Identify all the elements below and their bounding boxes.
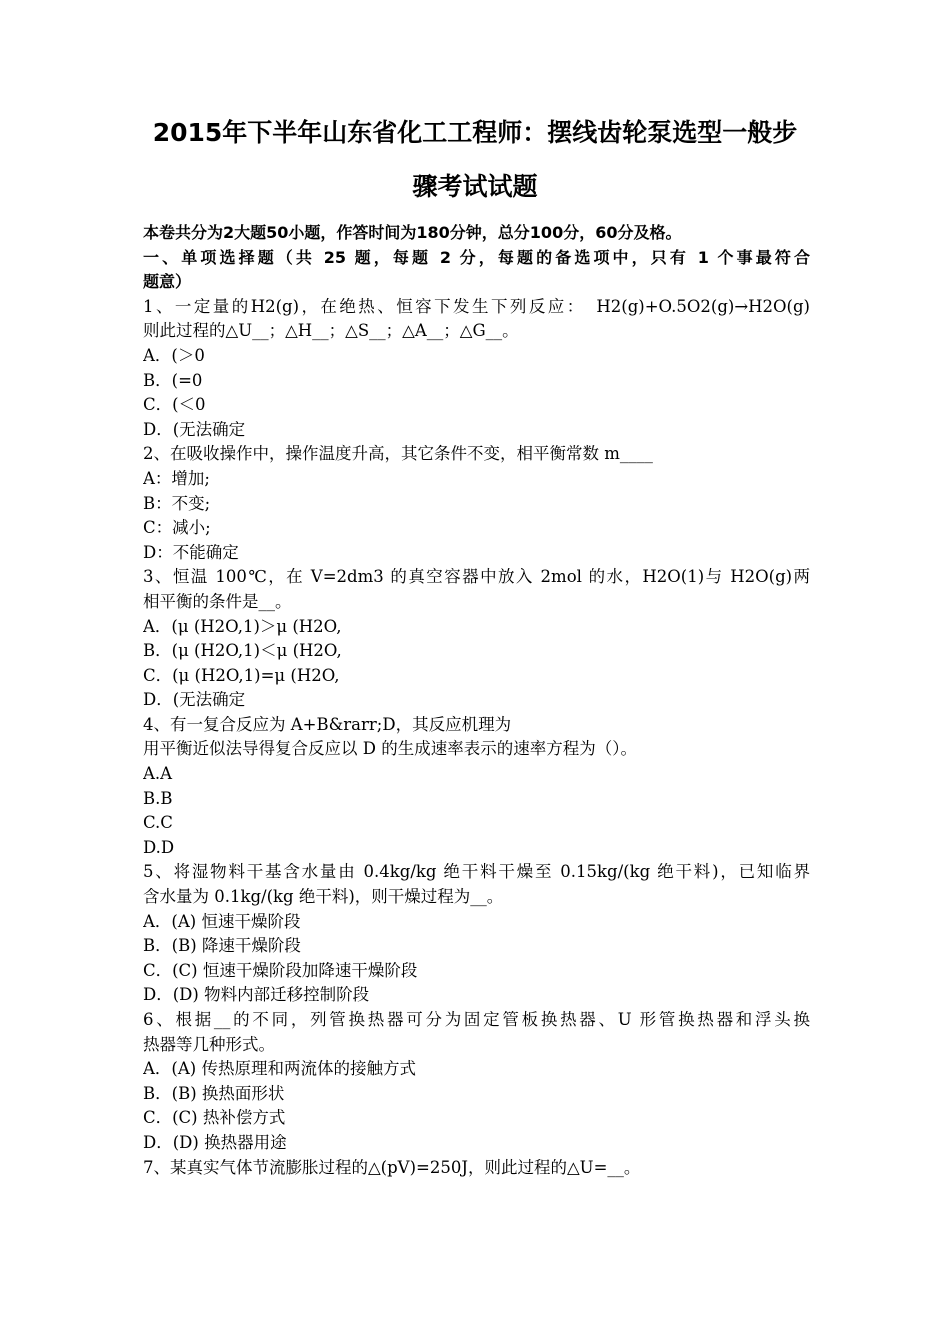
text-line: A．(μ (H2O,1)＞μ (H2O, [143,616,342,636]
text-line: B．(B) 换热面形状 [143,1083,285,1103]
text-line: D.D [143,837,175,857]
title-line-1: 2015年下半年山东省化工工程师：摆线齿轮泵选型一般步 [152,118,798,147]
text-line: C：减小; [143,518,211,538]
text-line: C．(C) 恒速干燥阶段加降速干燥阶段 [143,960,418,980]
text-line: A．(A) 传热原理和两流体的接触方式 [143,1059,416,1079]
text-line: 6、根据__的不同，列管换热器可分为固定管板换热器、U 形管换热器和浮头换 [143,1010,810,1029]
text-line: A：增加; [143,468,210,488]
document-body [143,221,810,1180]
text-line: B．(=0 [143,370,203,390]
text-line: C．(μ (H2O,1)=μ (H2O, [143,665,340,685]
text-line: 热器等几种形式。 [143,1034,275,1054]
text-line: 则此过程的△U__；△H__；△S__；△A__；△G__。 [143,321,519,341]
text-line: A．(A) 恒速干燥阶段 [143,911,301,931]
title-line-2: 骤考试试题 [412,172,538,201]
text-line: 3、恒温 100℃，在 V=2dm3 的真空容器中放入 2mol 的水，H2O(1)与 H2O(g)两 [143,567,810,587]
text-line: 相平衡的条件是__。 [143,591,292,611]
text-line: D．(D) 物料内部迁移控制阶段 [143,985,370,1005]
text-line: 7、某真实气体节流膨胀过程的△(pV)=250J，则此过程的△U=__。 [143,1157,641,1177]
text-line: B：不变; [143,493,211,513]
text-line: 2、在吸收操作中，操作温度升高，其它条件不变，相平衡常数 m____ [143,444,653,464]
text-line: C．(＜0 [143,395,206,415]
text-line: B.B [143,788,173,808]
text-line: 本卷共分为2大题50小题，作答时间为180分钟，总分100分，60分及格。 [143,223,682,242]
text-line: D．(D) 换热器用途 [143,1132,287,1152]
text-line: A.A [143,764,173,784]
text-line: 题意） [143,272,192,292]
text-line: B．(B) 降速干燥阶段 [143,936,301,956]
text-line: D．(无法确定 [143,419,246,439]
text-line: A．(＞0 [143,345,205,365]
text-line: 用平衡近似法导得复合反应以 D 的生成速率表示的速率方程为（）。 [143,739,637,759]
text-line: 1、一定量的H2(g)，在绝热、恒容下发生下列反应： H2(g)+O.5O2(g)→H2O(g) [143,296,810,316]
text-line: B．(μ (H2O,1)＜μ (H2O, [143,641,342,661]
text-line: 一、单项选择题（共 25 题，每题 2 分，每题的备选项中，只有 1 个事最符合 [143,247,810,267]
text-line: 5、将湿物料干基含水量由 0.4kg/kg 绝干料干燥至 0.15kg/(kg 绝干料)，已知临界 [143,862,810,882]
text-line: 4、有一复合反应为 A+B&rarr;D，其反应机理为 [143,714,512,734]
text-line: C.C [143,813,173,833]
text-line: C．(C) 热补偿方式 [143,1108,286,1128]
text-line: 含水量为 0.1kg/(kg 绝干料)，则干燥过程为__。 [143,887,504,907]
text-line: D．(无法确定 [143,690,246,710]
text-line: D：不能确定 [143,542,239,562]
